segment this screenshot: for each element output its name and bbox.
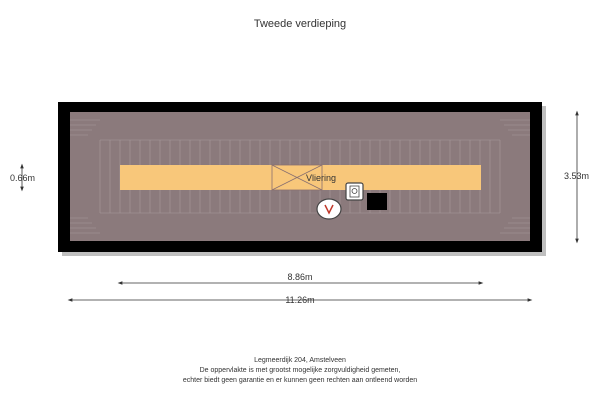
- boiler-icon: [346, 183, 363, 200]
- beam-height-dimension: [10, 166, 35, 189]
- footer-address: Legmeerdijk 204, Amstelveen: [254, 357, 346, 364]
- depth-label: 3.53m: [564, 171, 590, 181]
- room-label: Vliering: [306, 173, 337, 183]
- depth-dimension: [564, 113, 589, 241]
- chimney-shaft: [367, 193, 387, 210]
- beam-height-label: 0.66m: [10, 173, 36, 183]
- footer-disclaimer-1: De oppervlakte is met grootst mogelijke zorgvuldigheid gemeten,: [199, 367, 401, 374]
- inner-width-label: 8.86m: [287, 272, 313, 282]
- page-title: Tweede verdieping: [253, 18, 347, 30]
- total-width-dimension: [70, 295, 530, 305]
- inner-width-dimension: [120, 272, 481, 283]
- heater-icon: [317, 199, 341, 219]
- total-width-label: 11.26m: [285, 295, 315, 305]
- footer-disclaimer-2: echter biedt geen garantie en er kunnen geen rechten aan ontleend worden: [182, 377, 418, 384]
- footer: [0, 356, 600, 386]
